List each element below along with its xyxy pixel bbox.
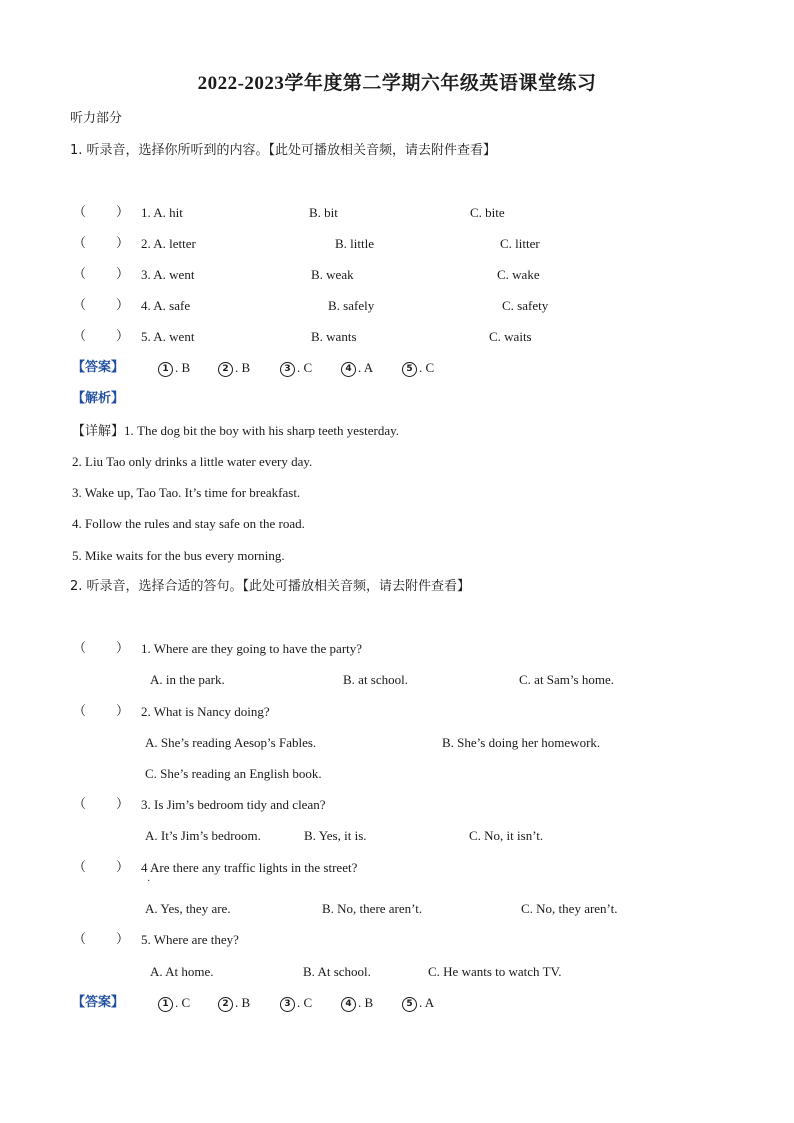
detail-text: 1. The dog bit the boy with his sharp teeth yesterday. bbox=[124, 423, 400, 438]
option-a: 3. A. went bbox=[141, 267, 195, 282]
option-b: B. bit bbox=[309, 205, 338, 220]
option-c: C. She’s reading an English book. bbox=[145, 766, 322, 781]
option-a: A. in the park. bbox=[150, 672, 225, 687]
question-text: 2. What is Nancy doing? bbox=[141, 704, 270, 719]
option-a: 4. A. safe bbox=[141, 298, 191, 313]
detail-line: 4. Follow the rules and stay safe on the road. bbox=[72, 516, 305, 531]
option-a: A. It’s Jim’s bedroom. bbox=[145, 828, 261, 843]
circled-number: 3 bbox=[280, 362, 295, 377]
answer-paren-right: ） bbox=[116, 205, 130, 220]
option-c: C. wake bbox=[497, 267, 540, 282]
option-b: B. She’s doing her homework. bbox=[442, 735, 601, 750]
question-text: 1. Where are they going to have the party? bbox=[141, 641, 363, 656]
answer-paren-left: （ bbox=[73, 860, 87, 875]
answer-value: . A bbox=[419, 995, 435, 1010]
answer-item bbox=[158, 360, 190, 377]
answer-paren-left: （ bbox=[73, 236, 87, 251]
answer-item bbox=[218, 360, 250, 377]
answer-paren-left: （ bbox=[73, 205, 87, 220]
answer-value: . C bbox=[175, 995, 191, 1010]
option-a: A. Yes, they are. bbox=[145, 901, 231, 916]
option-c: C. safety bbox=[502, 298, 549, 313]
answer-paren-right: ） bbox=[116, 932, 130, 947]
detail-line: 3. Wake up, Tao Tao. It’s time for breakfast. bbox=[72, 485, 301, 500]
answer-value: . C bbox=[297, 360, 313, 375]
option-c: C. He wants to watch TV. bbox=[428, 964, 562, 979]
option-b: B. wants bbox=[311, 329, 357, 344]
circled-number: 4 bbox=[341, 997, 356, 1012]
option-b: B. No, there aren’t. bbox=[322, 901, 423, 916]
answer-paren-right: ） bbox=[116, 236, 130, 251]
option-b: B. safely bbox=[328, 298, 375, 313]
circled-number: 1 bbox=[158, 997, 173, 1012]
circled-number: 2 bbox=[218, 997, 233, 1012]
circled-number: 4 bbox=[341, 362, 356, 377]
answer-paren-left: （ bbox=[73, 641, 87, 656]
answer-item bbox=[158, 995, 190, 1012]
answer-value: . B bbox=[175, 360, 191, 375]
q2-prompt: 2. 听录音，选择合适的答句。【此处可播放相关音频，请去附件查看】 bbox=[70, 579, 471, 594]
answer-paren-right: ） bbox=[116, 641, 130, 656]
answer-value: . A bbox=[358, 360, 374, 375]
detail-line bbox=[72, 423, 399, 440]
section-heading: 听力部分 bbox=[70, 111, 123, 126]
option-a: A. At home. bbox=[150, 964, 214, 979]
answer-paren-left: （ bbox=[73, 797, 87, 812]
option-b: B. at school. bbox=[343, 672, 408, 687]
answer-tag: 【答案】 bbox=[72, 995, 125, 1010]
answer-item bbox=[402, 360, 434, 377]
option-c: C. No, it isn’t. bbox=[469, 828, 544, 843]
option-a: 5. A. went bbox=[141, 329, 195, 344]
option-a: 2. A. letter bbox=[141, 236, 196, 251]
answer-tag: 【答案】 bbox=[72, 360, 125, 375]
question-text: 3. Is Jim’s bedroom tidy and clean? bbox=[141, 797, 326, 812]
question-text: 4 Are there any traffic lights in the street? bbox=[141, 860, 358, 875]
answer-item bbox=[218, 995, 250, 1012]
detail-tag: 【详解】 bbox=[72, 424, 125, 439]
analysis-tag: 【解析】 bbox=[72, 391, 125, 406]
answer-paren-left: （ bbox=[73, 298, 87, 313]
answer-value: . B bbox=[235, 995, 251, 1010]
answer-item bbox=[280, 995, 312, 1012]
answer-item bbox=[341, 360, 373, 377]
stray-mark: · bbox=[147, 876, 151, 887]
circled-number: 5 bbox=[402, 997, 417, 1012]
option-b: B. weak bbox=[311, 267, 354, 282]
answer-value: . C bbox=[297, 995, 313, 1010]
answer-paren-right: ） bbox=[116, 329, 130, 344]
option-b: B. Yes, it is. bbox=[304, 828, 367, 843]
answer-paren-left: （ bbox=[73, 932, 87, 947]
answer-value: . B bbox=[235, 360, 251, 375]
circled-number: 5 bbox=[402, 362, 417, 377]
answer-paren-right: ） bbox=[116, 298, 130, 313]
answer-value: . B bbox=[358, 995, 374, 1010]
q1-prompt: 1. 听录音，选择你所听到的内容。【此处可播放相关音频，请去附件查看】 bbox=[70, 143, 497, 158]
answer-item bbox=[402, 995, 434, 1012]
answer-paren-right: ） bbox=[116, 860, 130, 875]
option-c: C. No, they aren’t. bbox=[521, 901, 618, 916]
detail-line: 5. Mike waits for the bus every morning. bbox=[72, 548, 285, 563]
answer-value: . C bbox=[419, 360, 435, 375]
circled-number: 3 bbox=[280, 997, 295, 1012]
answer-paren-right: ） bbox=[116, 797, 130, 812]
detail-line: 2. Liu Tao only drinks a little water every day. bbox=[72, 454, 313, 469]
option-c: C. at Sam’s home. bbox=[519, 672, 614, 687]
answer-paren-right: ） bbox=[116, 267, 130, 282]
circled-number: 2 bbox=[218, 362, 233, 377]
question-text: 5. Where are they? bbox=[141, 932, 239, 947]
circled-number: 1 bbox=[158, 362, 173, 377]
answer-item bbox=[341, 995, 373, 1012]
option-c: C. waits bbox=[489, 329, 532, 344]
option-c: C. litter bbox=[500, 236, 540, 251]
answer-paren-left: （ bbox=[73, 329, 87, 344]
option-c: C. bite bbox=[470, 205, 505, 220]
option-b: B. At school. bbox=[303, 964, 371, 979]
option-a: A. She’s reading Aesop’s Fables. bbox=[145, 735, 317, 750]
answer-item bbox=[280, 360, 312, 377]
answer-paren-right: ） bbox=[116, 704, 130, 719]
option-a: 1. A. hit bbox=[141, 205, 183, 220]
page-title: 2022-2023学年度第二学期六年级英语课堂练习 bbox=[197, 73, 597, 94]
answer-paren-left: （ bbox=[73, 704, 87, 719]
option-b: B. little bbox=[335, 236, 374, 251]
answer-paren-left: （ bbox=[73, 267, 87, 282]
